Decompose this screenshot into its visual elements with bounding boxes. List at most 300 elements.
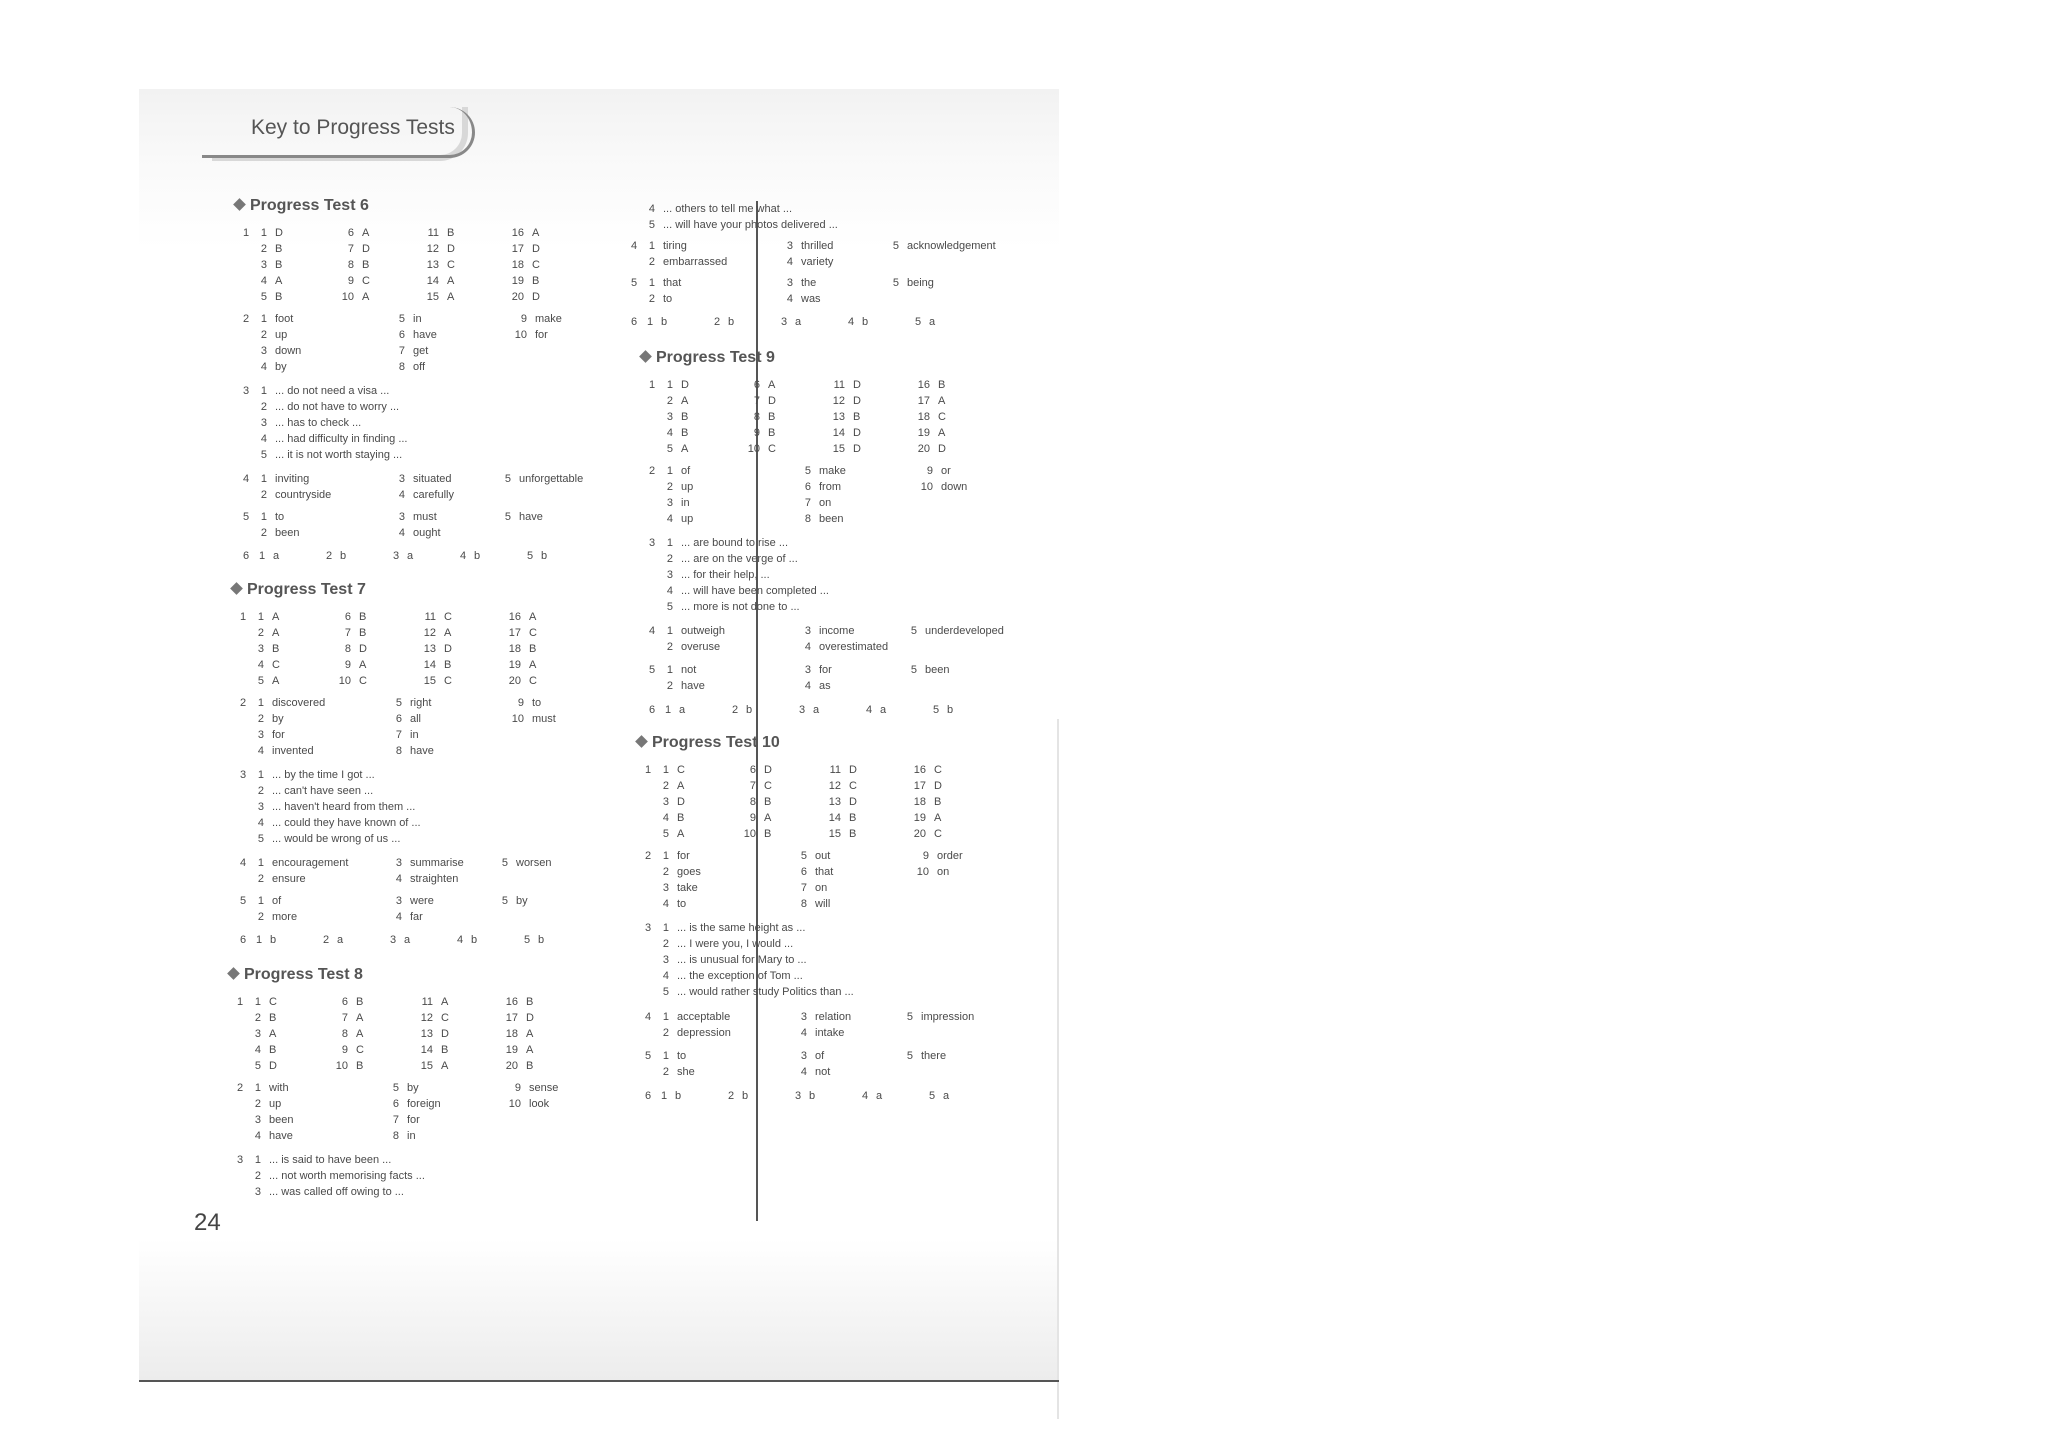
item-number: 2 (254, 1170, 261, 1182)
item-number: 2 (666, 481, 673, 493)
item-number: 5 (892, 277, 899, 289)
section-number: 3 (645, 922, 652, 934)
item-answer: on (819, 497, 832, 509)
item-number: 2 (666, 680, 673, 692)
item-answer: D (677, 796, 685, 808)
item-answer: a (876, 1090, 883, 1102)
item-number: 8 (800, 898, 807, 910)
item-number: 5 (260, 449, 267, 461)
item-answer: or (941, 465, 951, 477)
item-number: 5 (910, 625, 917, 637)
item-number: 17 (913, 780, 926, 792)
item-answer: acknowledgement (907, 240, 996, 252)
item-answer: by (272, 713, 284, 725)
item-number: 4 (666, 427, 673, 439)
item-answer: order (937, 850, 963, 862)
item-answer: invented (272, 745, 314, 757)
page-edge (1057, 719, 1059, 1419)
item-number: 2 (326, 550, 333, 562)
item-answer: a (337, 934, 344, 946)
item-number: 14 (832, 427, 845, 439)
item-answer: D (853, 379, 861, 391)
item-number: 10 (916, 866, 929, 878)
item-answer: the (801, 277, 817, 289)
item-number: 14 (420, 1044, 433, 1056)
item-number: 2 (648, 293, 655, 305)
item-answer: straighten (410, 873, 459, 885)
item-answer: B (681, 411, 689, 423)
sentence-answer: ... it is not worth staying ... (275, 449, 403, 461)
item-number: 12 (832, 395, 845, 407)
item-number: 19 (505, 1044, 518, 1056)
item-number: 11 (829, 764, 841, 776)
item-answer: B (362, 259, 370, 271)
item-number: 14 (423, 659, 436, 671)
item-number: 2 (662, 938, 669, 950)
item-answer: a (880, 704, 887, 716)
item-number: 1 (666, 537, 673, 549)
item-number: 4 (662, 898, 669, 910)
item-answer: more (272, 911, 298, 923)
item-answer: to (677, 898, 687, 910)
item-answer: A (938, 395, 946, 407)
item-number: 5 (929, 1090, 936, 1102)
item-answer: C (529, 675, 537, 687)
item-number: 5 (662, 828, 669, 840)
item-number: 8 (398, 361, 405, 373)
item-number: 17 (508, 627, 521, 639)
diamond-bullet-icon (233, 198, 246, 211)
item-number: 3 (260, 259, 267, 271)
item-answer: B (764, 796, 772, 808)
item-answer: foot (275, 313, 294, 325)
item-answer: D (853, 443, 861, 455)
item-number: 18 (917, 411, 930, 423)
item-number: 3 (666, 497, 673, 509)
item-number: 2 (260, 489, 267, 501)
item-answer: C (934, 764, 942, 776)
sentence-answer: ... the exception of Tom ... (677, 970, 803, 982)
item-number: 4 (786, 256, 793, 268)
item-number: 2 (257, 785, 264, 797)
item-number: 5 (504, 473, 511, 485)
item-number: 11 (833, 379, 845, 391)
item-answer: A (529, 611, 537, 623)
sentence-answer: ... by the time I got ... (272, 769, 375, 781)
item-answer: embarrassed (663, 256, 728, 268)
item-number: 2 (260, 243, 267, 255)
item-number: 15 (426, 291, 439, 303)
item-number: 1 (647, 316, 654, 328)
item-answer: from (819, 481, 841, 493)
item-number: 18 (505, 1028, 518, 1040)
item-answer: in (410, 729, 419, 741)
item-number: 3 (395, 857, 402, 869)
item-answer: D (532, 291, 540, 303)
item-number: 1 (665, 704, 672, 716)
item-number: 4 (457, 934, 464, 946)
item-number: 5 (392, 1082, 399, 1094)
item-number: 1 (661, 1090, 668, 1102)
item-number: 4 (804, 641, 811, 653)
item-number: 3 (804, 664, 811, 676)
item-answer: B (269, 1012, 277, 1024)
item-answer: B (853, 411, 861, 423)
sentence-answer: ... do not need a visa ... (275, 385, 390, 397)
item-answer: D (359, 643, 367, 655)
item-answer: C (677, 764, 685, 776)
test-title (229, 966, 363, 984)
item-answer: she (677, 1066, 695, 1078)
item-answer: B (275, 259, 283, 271)
item-number: 8 (344, 643, 351, 655)
item-number: 2 (257, 873, 264, 885)
section-number: 3 (649, 537, 656, 549)
item-answer: right (410, 697, 432, 709)
item-number: 4 (666, 585, 673, 597)
item-answer: b (661, 316, 668, 328)
item-answer: have (410, 745, 434, 757)
item-number: 2 (662, 780, 669, 792)
item-number: 8 (395, 745, 402, 757)
item-number: 5 (666, 443, 673, 455)
item-answer: A (677, 780, 685, 792)
item-number: 8 (392, 1130, 399, 1142)
item-number: 10 (511, 713, 524, 725)
section-number: 4 (240, 857, 247, 869)
item-answer: situated (413, 473, 452, 485)
item-number: 7 (804, 497, 811, 509)
item-number: 4 (866, 704, 873, 716)
item-number: 6 (749, 764, 756, 776)
item-answer: to (275, 511, 285, 523)
item-number: 3 (260, 417, 267, 429)
item-number: 2 (714, 316, 721, 328)
item-number: 5 (800, 850, 807, 862)
item-answer: B (269, 1044, 277, 1056)
item-answer: C (849, 780, 857, 792)
sentence-answer: ... not worth memorising facts ... (269, 1170, 425, 1182)
item-answer: down (275, 345, 302, 357)
item-answer: C (529, 627, 537, 639)
item-number: 9 (341, 1044, 348, 1056)
item-answer: that (663, 277, 682, 289)
section-number: 2 (645, 850, 652, 862)
item-answer: b (947, 704, 954, 716)
item-number: 10 (508, 1098, 521, 1110)
item-number: 2 (648, 256, 655, 268)
item-answer: overestimated (819, 641, 889, 653)
item-number: 16 (508, 611, 521, 623)
item-answer: C (764, 780, 772, 792)
item-answer: C (934, 828, 942, 840)
section-number: 6 (240, 934, 247, 946)
item-number: 5 (398, 313, 405, 325)
item-number: 9 (344, 659, 351, 671)
item-number: 9 (347, 275, 354, 287)
item-number: 3 (395, 895, 402, 907)
item-number: 18 (508, 643, 521, 655)
item-answer: B (529, 643, 537, 655)
item-answer: have (681, 680, 705, 692)
item-answer: that (815, 866, 834, 878)
item-number: 4 (260, 433, 267, 445)
item-number: 5 (910, 664, 917, 676)
item-number: 13 (828, 796, 841, 808)
item-number: 3 (662, 882, 669, 894)
item-answer: in (681, 497, 690, 509)
item-number: 7 (341, 1012, 348, 1024)
item-number: 1 (254, 1082, 261, 1094)
item-number: 2 (260, 527, 267, 539)
item-answer: b (675, 1090, 682, 1102)
item-number: 7 (347, 243, 354, 255)
diamond-bullet-icon (227, 967, 240, 980)
sentence-answer: ... could they have known of ... (272, 817, 421, 829)
item-number: 3 (254, 1114, 261, 1126)
item-number: 13 (423, 643, 436, 655)
item-number: 3 (799, 704, 806, 716)
item-answer: D (764, 764, 772, 776)
item-answer: of (815, 1050, 825, 1062)
section-number: 2 (237, 1082, 244, 1094)
item-number: 14 (426, 275, 439, 287)
sentence-answer: ... is said to have been ... (269, 1154, 392, 1166)
sentence-answer: ... is unusual for Mary to ... (677, 954, 807, 966)
item-answer: for (677, 850, 690, 862)
item-answer: for (272, 729, 285, 741)
item-number: 1 (257, 769, 264, 781)
item-answer: B (764, 828, 772, 840)
item-number: 1 (648, 240, 655, 252)
item-answer: D (849, 764, 857, 776)
item-number: 15 (423, 675, 436, 687)
sentence-answer: ... is the same height as ... (677, 922, 806, 934)
item-number: 6 (341, 996, 348, 1008)
item-number: 9 (922, 850, 929, 862)
item-number: 3 (254, 1186, 261, 1198)
item-answer: A (444, 627, 452, 639)
item-number: 4 (662, 970, 669, 982)
item-answer: C (362, 275, 370, 287)
item-number: 4 (257, 745, 264, 757)
item-number: 10 (514, 329, 527, 341)
diamond-bullet-icon (639, 350, 652, 363)
item-answer: of (681, 465, 691, 477)
item-number: 10 (747, 443, 760, 455)
item-answer: all (410, 713, 422, 725)
item-answer: was (801, 293, 821, 305)
item-number: 3 (254, 1028, 261, 1040)
item-answer: a (404, 934, 411, 946)
item-number: 1 (260, 473, 267, 485)
item-answer: D (269, 1060, 277, 1072)
item-number: 9 (514, 1082, 521, 1094)
item-number: 20 (913, 828, 926, 840)
item-answer: A (681, 395, 689, 407)
item-number: 1 (260, 385, 267, 397)
sentence-answer: ... would rather study Politics than ... (677, 986, 854, 998)
item-number: 5 (257, 833, 264, 845)
page-bottom-edge (139, 1380, 1059, 1382)
item-answer: not (681, 664, 697, 676)
item-answer: carefully (413, 489, 454, 501)
item-number: 17 (917, 395, 930, 407)
diamond-bullet-icon (230, 582, 243, 595)
section-number: 4 (649, 625, 656, 637)
item-number: 3 (781, 316, 788, 328)
item-answer: A (362, 291, 370, 303)
item-answer: A (529, 659, 537, 671)
item-number: 2 (666, 641, 673, 653)
section-number: 6 (649, 704, 656, 716)
section-number: 5 (240, 895, 247, 907)
item-answer: outweigh (681, 625, 726, 637)
item-number: 1 (662, 922, 669, 934)
item-answer: make (535, 313, 562, 325)
item-answer: B (934, 796, 942, 808)
item-number: 6 (800, 866, 807, 878)
item-answer: acceptable (677, 1011, 731, 1023)
item-number: 5 (662, 986, 669, 998)
item-number: 13 (426, 259, 439, 271)
test-title-text: Progress Test 8 (244, 966, 363, 983)
item-answer: of (272, 895, 282, 907)
section-number: 1 (645, 764, 652, 776)
item-answer: been (269, 1114, 294, 1126)
item-answer: D (532, 243, 540, 255)
section-number: 6 (243, 550, 250, 562)
item-answer: A (362, 227, 370, 239)
item-number: 2 (260, 401, 267, 413)
item-number: 2 (662, 866, 669, 878)
item-answer: a (679, 704, 686, 716)
item-number: 6 (398, 329, 405, 341)
item-answer: thrilled (801, 240, 834, 252)
item-answer: A (356, 1012, 364, 1024)
sentence-answer: ... had difficulty in finding ... (275, 433, 408, 445)
item-number: 4 (800, 1027, 807, 1039)
sentence-answer: ... would be wrong of us ... (272, 833, 401, 845)
section-number: 2 (243, 313, 250, 325)
item-number: 5 (915, 316, 922, 328)
item-answer: depression (677, 1027, 731, 1039)
item-number: 1 (254, 1154, 261, 1166)
item-number: 3 (800, 1011, 807, 1023)
item-number: 1 (257, 857, 264, 869)
item-number: 16 (511, 227, 524, 239)
item-number: 4 (666, 513, 673, 525)
sentence-answer: ... I were you, I would ... (677, 938, 794, 950)
item-answer: B (768, 411, 776, 423)
item-number: 1 (666, 465, 673, 477)
item-number: 9 (749, 812, 756, 824)
item-number: 7 (749, 780, 756, 792)
item-answer: b (340, 550, 347, 562)
item-number: 2 (728, 1090, 735, 1102)
item-answer: on (815, 882, 828, 894)
item-number: 5 (666, 601, 673, 613)
section-number: 5 (649, 664, 656, 676)
item-number: 3 (260, 345, 267, 357)
item-answer: not (815, 1066, 831, 1078)
item-answer: D (447, 243, 455, 255)
item-number: 11 (424, 611, 436, 623)
item-number: 3 (666, 411, 673, 423)
item-number: 2 (254, 1012, 261, 1024)
item-number: 1 (259, 550, 266, 562)
item-answer: on (937, 866, 950, 878)
item-answer: income (819, 625, 855, 637)
item-number: 9 (520, 313, 527, 325)
section-number: 3 (243, 385, 250, 397)
item-answer: A (356, 1028, 364, 1040)
sentence-answer: ... are bound to rise ... (681, 537, 789, 549)
item-number: 19 (508, 659, 521, 671)
item-answer: for (819, 664, 832, 676)
item-number: 2 (254, 1098, 261, 1110)
item-number: 13 (832, 411, 845, 423)
item-answer: b (538, 934, 545, 946)
item-number: 4 (662, 812, 669, 824)
item-answer: C (272, 659, 280, 671)
item-number: 16 (505, 996, 518, 1008)
item-number: 10 (338, 675, 351, 687)
item-answer: A (447, 291, 455, 303)
item-answer: take (677, 882, 698, 894)
item-number: 7 (344, 627, 351, 639)
item-answer: B (526, 996, 534, 1008)
item-answer: a (943, 1090, 950, 1102)
item-number: 2 (662, 1066, 669, 1078)
item-number: 1 (662, 850, 669, 862)
item-number: 8 (749, 796, 756, 808)
item-number: 10 (743, 828, 756, 840)
sentence-answer: ... will have been completed ... (681, 585, 829, 597)
item-answer: countryside (275, 489, 332, 501)
item-answer: b (270, 934, 277, 946)
item-number: 4 (257, 659, 264, 671)
item-number: 12 (423, 627, 436, 639)
item-number: 1 (648, 277, 655, 289)
item-number: 17 (505, 1012, 518, 1024)
sentence-answer: ... do not have to worry ... (275, 401, 400, 413)
item-number: 5 (504, 511, 511, 523)
item-answer: foreign (407, 1098, 441, 1110)
item-number: 4 (848, 316, 855, 328)
item-answer: by (407, 1082, 419, 1094)
item-number: 17 (511, 243, 524, 255)
item-number: 5 (527, 550, 534, 562)
item-answer: a (813, 704, 820, 716)
sentence-answer: ... has to check ... (275, 417, 362, 429)
item-answer: up (681, 513, 694, 525)
item-answer: A (359, 659, 367, 671)
item-answer: B (447, 227, 455, 239)
item-answer: C (444, 611, 452, 623)
item-number: 3 (257, 729, 264, 741)
item-answer: A (447, 275, 455, 287)
item-number: 16 (917, 379, 930, 391)
item-answer: B (938, 379, 946, 391)
item-answer: b (742, 1090, 749, 1102)
item-answer: B (444, 659, 452, 671)
item-answer: discovered (272, 697, 326, 709)
item-answer: D (444, 643, 452, 655)
item-answer: A (526, 1028, 534, 1040)
item-answer: b (862, 316, 869, 328)
item-number: 3 (662, 954, 669, 966)
